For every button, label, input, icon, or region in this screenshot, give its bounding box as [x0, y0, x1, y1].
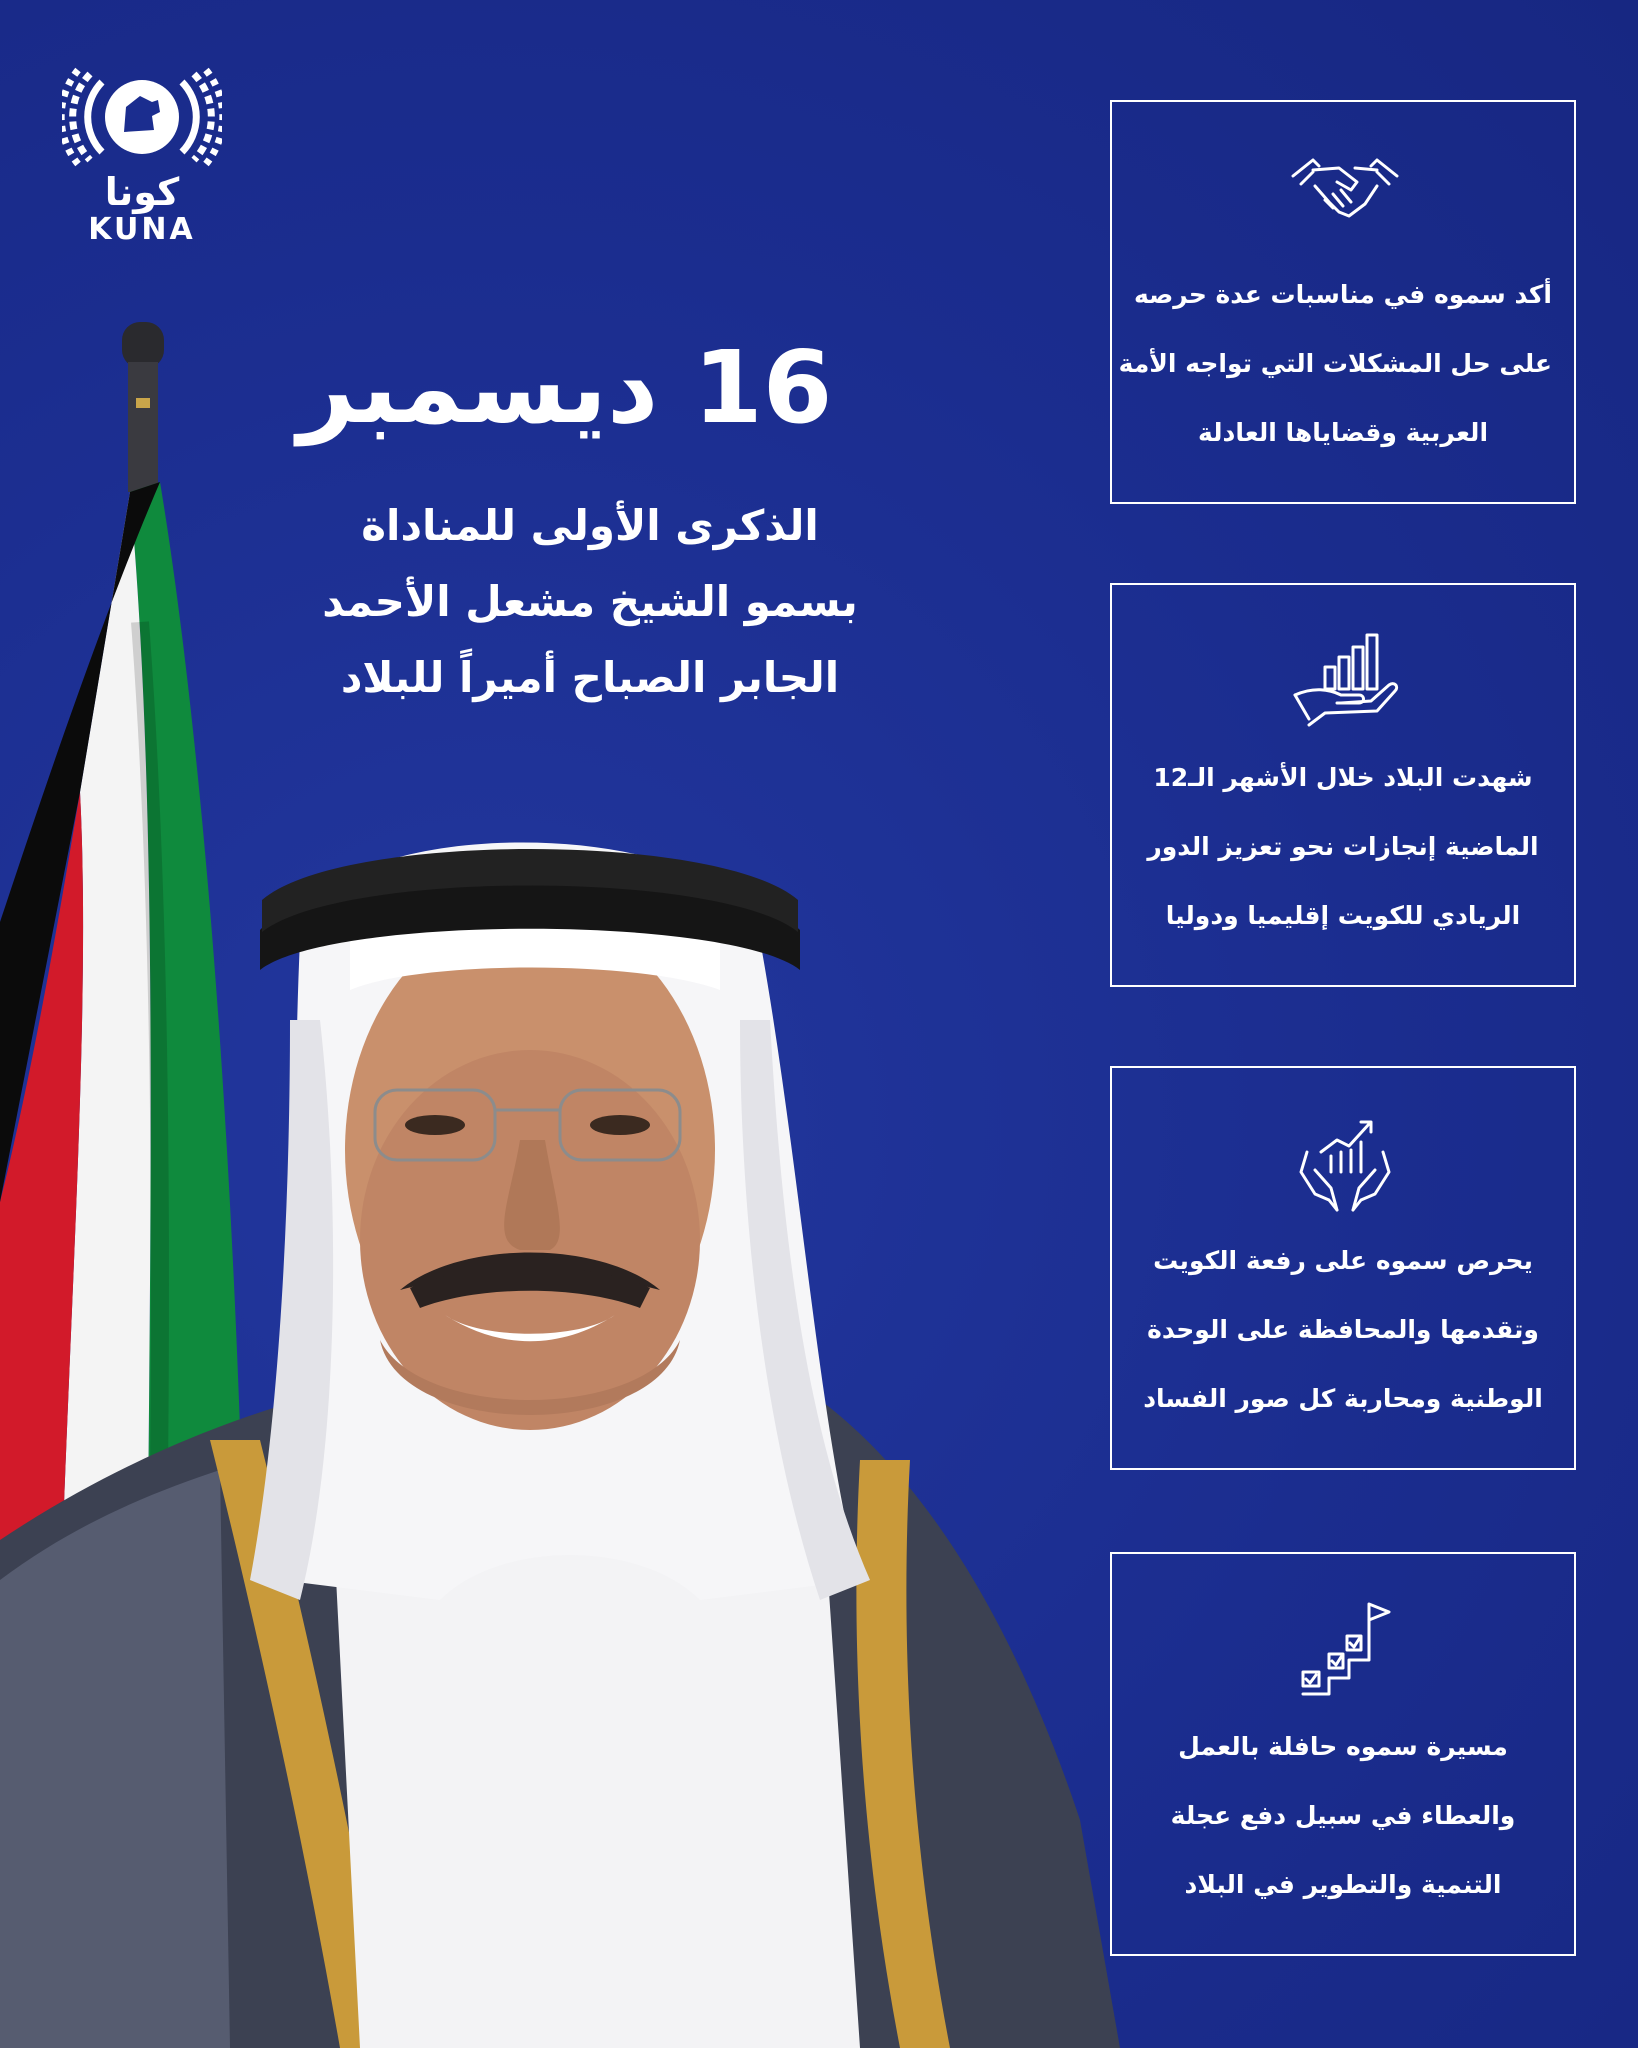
card-text	[1134, 1226, 1552, 1433]
card-line: الوطنية ومحاربة كل صور الفساد	[1143, 1384, 1543, 1413]
hands-chart-icon	[1285, 1112, 1405, 1212]
card-line: على حل المشكلات التي تواجه الأمة	[1118, 349, 1552, 378]
emir-portrait	[0, 820, 1120, 2048]
logo-english-text: KUNA	[88, 212, 196, 247]
subtitle-line: الجابر الصباح أميراً للبلاد	[340, 653, 840, 702]
subtitle-line: الذكرى الأولى للمناداة	[361, 501, 819, 550]
headline-date: 16 ديسمبر	[297, 329, 833, 446]
headline-subtitle	[300, 488, 880, 716]
card-line: العربية وقضاياها العادلة	[1197, 418, 1489, 447]
kuna-logo	[62, 62, 222, 252]
info-card	[1110, 1066, 1576, 1470]
card-line: التنمية والتطوير في البلاد	[1184, 1870, 1502, 1899]
info-card	[1110, 100, 1576, 504]
card-line: يحرص سموه على رفعة الكويت	[1153, 1246, 1533, 1275]
card-line: الماضية إنجازات نحو تعزيز الدور	[1147, 832, 1539, 861]
subtitle-line: بسمو الشيخ مشعل الأحمد	[322, 577, 858, 626]
card-line: شهدت البلاد خلال الأشهر الـ12	[1153, 763, 1533, 792]
handshake-icon	[1285, 146, 1405, 246]
info-card	[1110, 1552, 1576, 1956]
card-line: الريادي للكويت إقليميا ودوليا	[1165, 901, 1521, 930]
info-card	[1110, 583, 1576, 987]
card-text	[1134, 1712, 1552, 1919]
card-line: أكد سموه في مناسبات عدة حرصه	[1133, 280, 1552, 309]
steps-flag-icon	[1285, 1598, 1405, 1698]
logo-arabic-text: كونا	[104, 170, 180, 214]
growth-hand-icon	[1285, 629, 1405, 729]
card-text	[1134, 743, 1552, 950]
card-line: والعطاء في سبيل دفع عجلة	[1170, 1801, 1516, 1830]
card-line: مسيرة سموه حافلة بالعمل	[1178, 1732, 1508, 1761]
kuna-emblem-icon	[62, 62, 222, 172]
card-text	[1118, 260, 1552, 467]
card-line: وتقدمها والمحافظة على الوحدة	[1147, 1315, 1539, 1344]
